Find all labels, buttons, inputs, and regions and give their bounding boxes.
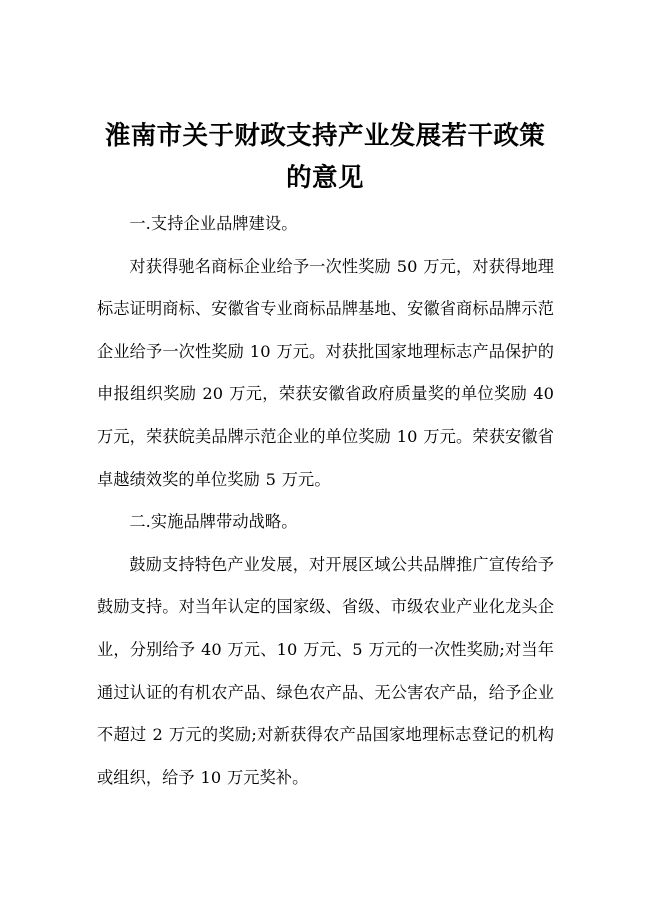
section-paragraph-1: 对获得驰名商标企业给予一次性奖励 50 万元，对获得地理标志证明商标、安徽省专业商标品牌基地、安徽省商标品牌示范企业给予一次性奖励 10 万元。对获批国家地理标志产品保护的申报组织奖励 20 万元，荣获安徽省政府质量奖的单位奖励 40 万元，荣获皖美品牌示范企业的单位奖励 10 万元。荣获安徽省卓越绩效奖的单位奖励 5 万元。 (97, 256, 554, 489)
section-heading-1: 一.支持企业品牌建设。 (129, 214, 298, 233)
section-paragraph-2: 鼓励支持特色产业发展，对开展区域公共品牌推广宣传给予鼓励支持。对当年认定的国家级、省级、市级农业产业化龙头企业，分别给予 40 万元、10 万元、5 万元的一次性奖励;对当年通过认证的有机农产品、绿色农产品、无公害农产品，给予企业不超过 2 万元的奖励;对新获得农产品国家地理标志登记的机构或组织，给予 10 万元奖补。 (97, 554, 554, 787)
document-body (97, 203, 554, 799)
section-heading-2: 二.实施品牌带动战略。 (129, 512, 298, 532)
page-title: 淮南市关于财政支持产业发展若干政策的意见 (104, 121, 546, 194)
